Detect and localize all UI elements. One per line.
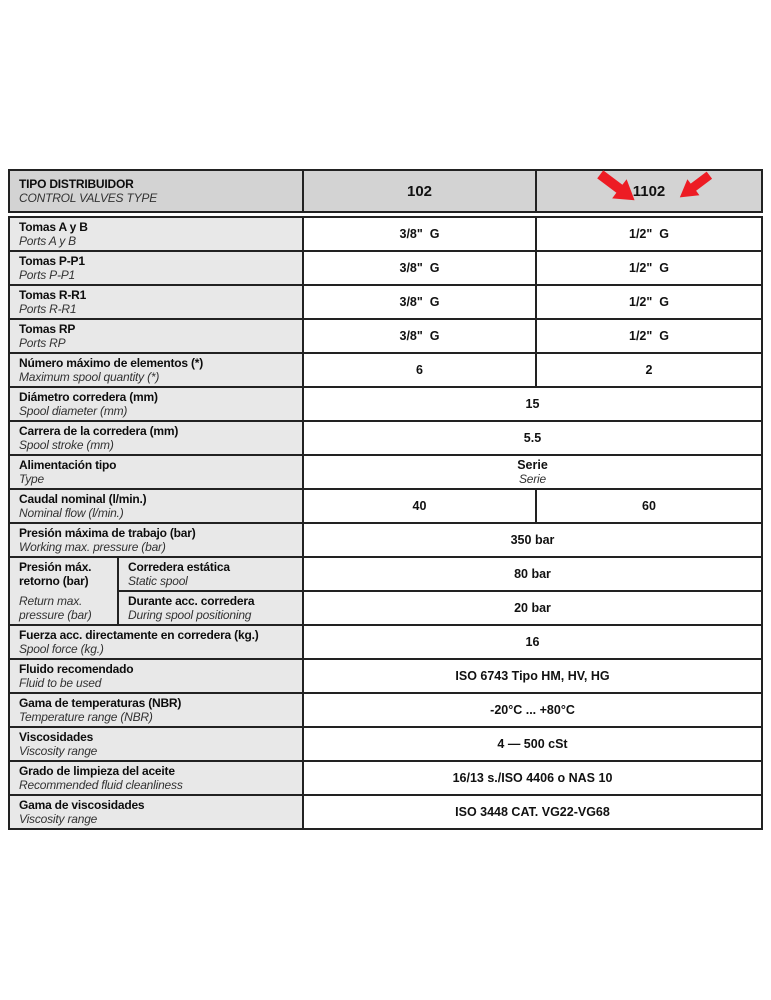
row-label-en: Viscosity range xyxy=(19,812,98,826)
row-label-es: Presión máx. retorno (bar) xyxy=(19,560,92,588)
row-label-en: Recommended fluid cleanliness xyxy=(19,778,183,792)
table-row xyxy=(10,658,761,692)
row-label-en: Fluid to be used xyxy=(19,676,102,690)
sub-label-en: Static spool xyxy=(128,574,188,588)
row-label-cell xyxy=(10,286,304,318)
row-label-es: Caudal nominal (l/min.) xyxy=(19,492,147,506)
sub-label-cell xyxy=(119,592,304,624)
header-label-cell xyxy=(10,171,304,211)
row-label-en: Ports P-P1 xyxy=(19,268,76,282)
value-merged: 80 bar xyxy=(514,567,551,581)
row-label-cell xyxy=(10,456,304,488)
value-1102: 1/2" G xyxy=(629,329,669,343)
row-label-cell xyxy=(10,660,304,692)
row-label-cell xyxy=(10,218,304,250)
table-row xyxy=(10,760,761,794)
sub-row xyxy=(119,558,761,590)
row-label-cell xyxy=(10,796,304,828)
table-row xyxy=(10,284,761,318)
value-102: 6 xyxy=(304,354,537,386)
row-label-es: Presión máxima de trabajo (bar) xyxy=(19,526,196,540)
header-col-102: 102 xyxy=(304,171,537,211)
row-label-cell xyxy=(10,524,304,556)
table-row xyxy=(10,726,761,760)
row-label-cell xyxy=(10,388,304,420)
value-1102: 1/2" G xyxy=(629,227,669,241)
row-label-es: Número máximo de elementos (*) xyxy=(19,356,204,370)
value-merged: 5.5 xyxy=(523,431,542,445)
red-arrow-right-icon xyxy=(675,173,715,199)
row-label-cell xyxy=(10,626,304,658)
table-row xyxy=(10,318,761,352)
table-row xyxy=(10,692,761,726)
row-label-es: Gama de viscosidades xyxy=(19,798,145,812)
row-label-es: Diámetro corredera (mm) xyxy=(19,390,158,404)
value-102: 3/8" G xyxy=(304,252,537,284)
sub-label-en: During spool positioning xyxy=(128,608,252,622)
sub-row xyxy=(119,590,761,624)
value-merged: 15 xyxy=(525,397,540,411)
row-label-en: Ports RP xyxy=(19,336,66,350)
row-label-en: Working max. pressure (bar) xyxy=(19,540,166,554)
value-1102: 1/2" G xyxy=(629,295,669,309)
row-label-cell xyxy=(10,728,304,760)
row-label-cell xyxy=(10,252,304,284)
value-102: 40 xyxy=(304,490,537,522)
row-label-es: Tomas R-R1 xyxy=(19,288,87,302)
value-merged: -20°C ... +80°C xyxy=(490,703,575,717)
row-label-cell xyxy=(10,762,304,794)
row-label-es: Gama de temperaturas (NBR) xyxy=(19,696,182,710)
table-row xyxy=(10,624,761,658)
row-label-cell xyxy=(10,422,304,454)
row-label-en: Viscosity range xyxy=(19,744,98,758)
header-col-1102 xyxy=(537,171,761,211)
table-row xyxy=(10,250,761,284)
red-arrow-left-icon xyxy=(594,172,640,202)
row-label-en: Type xyxy=(19,472,44,486)
header-title-es: TIPO DISTRIBUIDOR xyxy=(19,177,134,191)
header-title-en: CONTROL VALVES TYPE xyxy=(19,191,158,205)
header-value-1102: 1102 xyxy=(632,182,666,200)
row-label-cell xyxy=(10,490,304,522)
table-row xyxy=(10,522,761,556)
table-row xyxy=(10,454,761,488)
row-label-es: Tomas A y B xyxy=(19,220,88,234)
value-102: 3/8" G xyxy=(304,218,537,250)
table-row-nested xyxy=(10,556,761,624)
value-merged: 20 bar xyxy=(514,601,551,615)
row-label-cell xyxy=(10,354,304,386)
row-label-en: Maximum spool quantity (*) xyxy=(19,370,160,384)
nested-subrows xyxy=(119,558,761,624)
row-label-es: Alimentación tipo xyxy=(19,458,117,472)
row-label-en: Ports A y B xyxy=(19,234,76,248)
row-label-cell xyxy=(10,320,304,352)
row-outer-label-cell xyxy=(10,558,119,624)
row-label-es: Fuerza acc. directamente en corredera (kg.) xyxy=(19,628,259,642)
row-label-en: Spool stroke (mm) xyxy=(19,438,114,452)
value-merged: 350 bar xyxy=(510,533,555,547)
row-label-es: Viscosidades xyxy=(19,730,94,744)
row-label-es: Tomas P-P1 xyxy=(19,254,85,268)
table-row xyxy=(10,488,761,522)
table-row xyxy=(10,420,761,454)
table-row xyxy=(10,218,761,250)
value-merged xyxy=(304,456,761,488)
value-102: 3/8" G xyxy=(304,320,537,352)
row-label-es: Carrera de la corredera (mm) xyxy=(19,424,179,438)
table-row xyxy=(10,352,761,386)
value-merged: 4 — 500 cSt xyxy=(497,737,568,751)
value-102: 3/8" G xyxy=(304,286,537,318)
table-body xyxy=(8,216,763,830)
row-label-en: Return max. pressure (bar) xyxy=(19,594,92,622)
row-label-en: Nominal flow (l/min.) xyxy=(19,506,124,520)
table-row xyxy=(10,794,761,828)
table-row xyxy=(10,386,761,420)
row-label-en: Ports R-R1 xyxy=(19,302,77,316)
row-label-es: Grado de limpieza del aceite xyxy=(19,764,175,778)
row-label-es: Fluido recomendado xyxy=(19,662,134,676)
row-label-cell xyxy=(10,694,304,726)
value-merged: ISO 3448 CAT. VG22-VG68 xyxy=(455,805,610,819)
sub-label-es: Corredera estática xyxy=(128,560,230,574)
row-label-en: Temperature range (NBR) xyxy=(19,710,153,724)
value-1102: 1/2" G xyxy=(629,261,669,275)
value-merged: 16/13 s./ISO 4406 o NAS 10 xyxy=(452,771,613,785)
sub-label-es: Durante acc. corredera xyxy=(128,594,255,608)
row-label-es: Tomas RP xyxy=(19,322,76,336)
control-valve-spec-table xyxy=(8,169,763,830)
value-1102: 60 xyxy=(642,499,656,513)
row-label-en: Spool force (kg.) xyxy=(19,642,104,656)
row-label-en: Spool diameter (mm) xyxy=(19,404,128,418)
value-merged: 16 xyxy=(525,635,540,649)
table-header-row xyxy=(8,169,763,213)
value-es: Serie xyxy=(517,458,548,472)
value-en: Serie xyxy=(518,472,546,486)
value-1102: 2 xyxy=(645,363,653,377)
sub-label-cell xyxy=(119,558,304,590)
value-merged: ISO 6743 Tipo HM, HV, HG xyxy=(455,669,610,683)
